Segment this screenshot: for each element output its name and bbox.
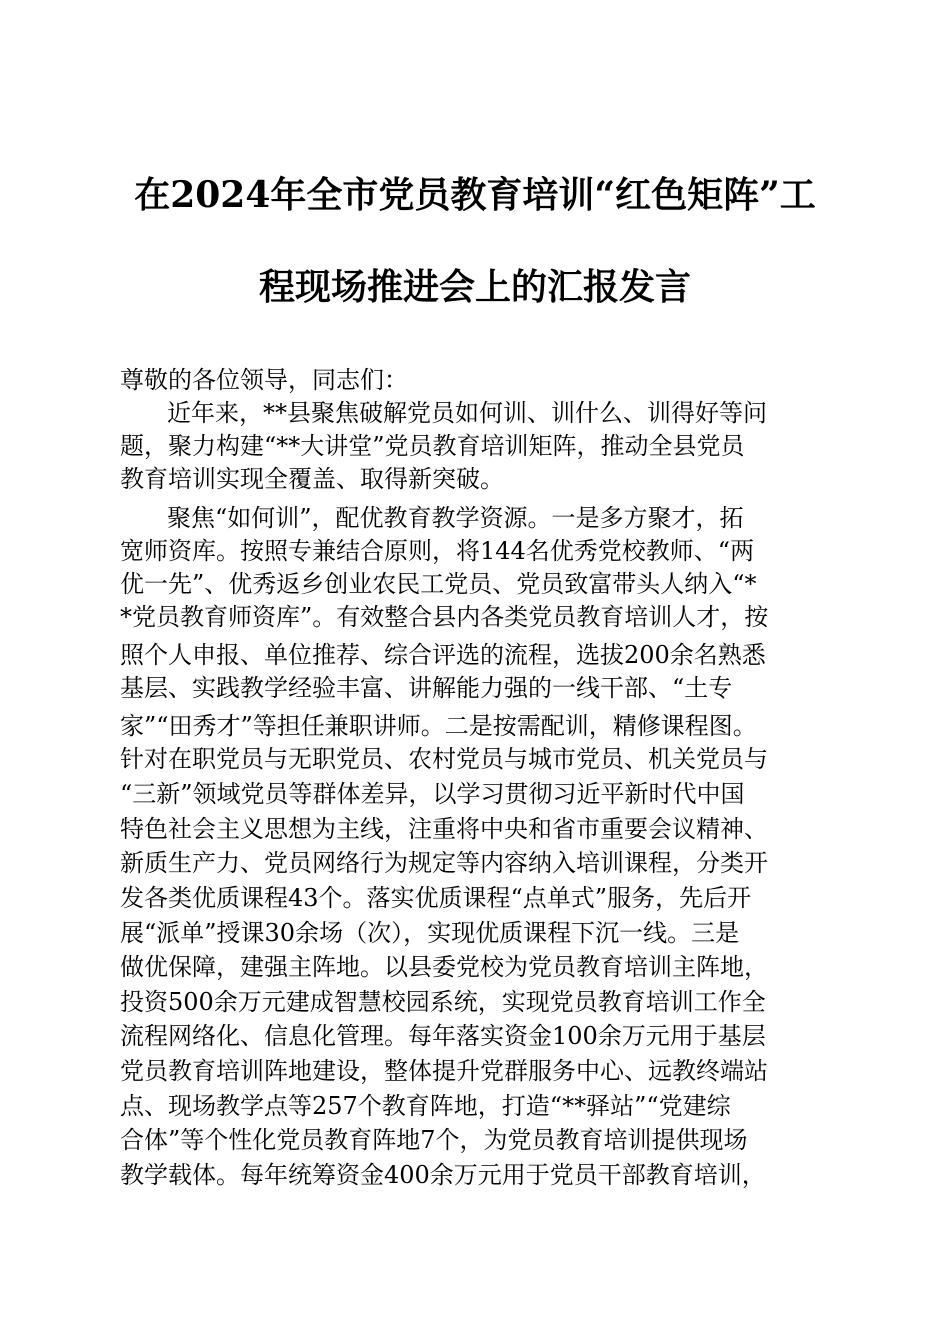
document-title-line-1: 在2024年全市党员教育培训“红色矩阵”工 <box>134 174 816 216</box>
body-line: 流程网络化、信息化管理。每年落实资金100余万元用于基层 <box>120 1022 766 1050</box>
body-line: 题，聚力构建“**大讲堂”党员教育培训矩阵，推动全县党员 <box>120 432 745 460</box>
body-line: 新质生产力、党员网络行为规定等内容纳入培训课程，分类开 <box>120 849 768 877</box>
body-line: 近年来，**县聚焦破解党员如何训、训什么、训得好等问 <box>167 399 767 427</box>
body-line: 聚焦“如何训”，配优教育教学资源。一是多方聚才，拓 <box>167 504 744 532</box>
salutation: 尊敬的各位领导，同志们： <box>120 366 408 394</box>
body-line: 投资500余万元建成智慧校园系统，实现党员教育培训工作全 <box>120 988 766 1016</box>
body-line: 家”“田秀才”等担任兼职讲师。二是按需配训，精修课程图。 <box>120 712 757 740</box>
body-line: *党员教育师资库”。有效整合县内各类党员教育培训人才，按 <box>120 603 769 631</box>
body-line: 教学载体。每年统筹资金400余万元用于党员干部教育培训， <box>120 1161 766 1189</box>
body-line: 合体”等个性化党员教育阵地7个，为党员教育培训提供现场 <box>120 1126 748 1154</box>
body-line: 特色社会主义思想为主线，注重将中央和省市重要会议精神、 <box>120 815 768 843</box>
body-line: 宽师资库。按照专兼结合原则，将144名优秀党校教师、“两 <box>120 537 755 565</box>
body-line: 教育培训实现全覆盖、取得新突破。 <box>120 465 504 493</box>
body-line: 针对在职党员与无职党员、农村党员与城市党员、机关党员与 <box>120 745 768 773</box>
document-title-line-2: 程现场推进会上的汇报发言 <box>258 266 691 308</box>
body-line: 党员教育培训阵地建设，整体提升党群服务中心、远教终端站 <box>120 1057 768 1085</box>
body-line: 照个人申报、单位推荐、综合评选的流程，选拔200余名熟悉 <box>120 641 766 669</box>
body-line: 展“派单”授课30余场（次），实现优质课程下沉一线。三是 <box>120 919 740 947</box>
body-line: 点、现场教学点等257个教育阵地，打造“**驿站”“党建综 <box>120 1092 731 1120</box>
body-line: 做优保障，建强主阵地。以县委党校为党员教育培训主阵地， <box>120 953 768 981</box>
body-line: 优一先”、优秀返乡创业农民工党员、党员致富带头人纳入“* <box>120 570 757 598</box>
body-line: “三新”领域党员等群体差异，以学习贯彻习近平新时代中国 <box>120 780 745 808</box>
body-line: 基层、实践教学经验丰富、讲解能力强的一线干部、“土专 <box>120 674 733 702</box>
body-line: 发各类优质课程43个。落实优质课程“点单式”服务，先后开 <box>120 884 752 912</box>
